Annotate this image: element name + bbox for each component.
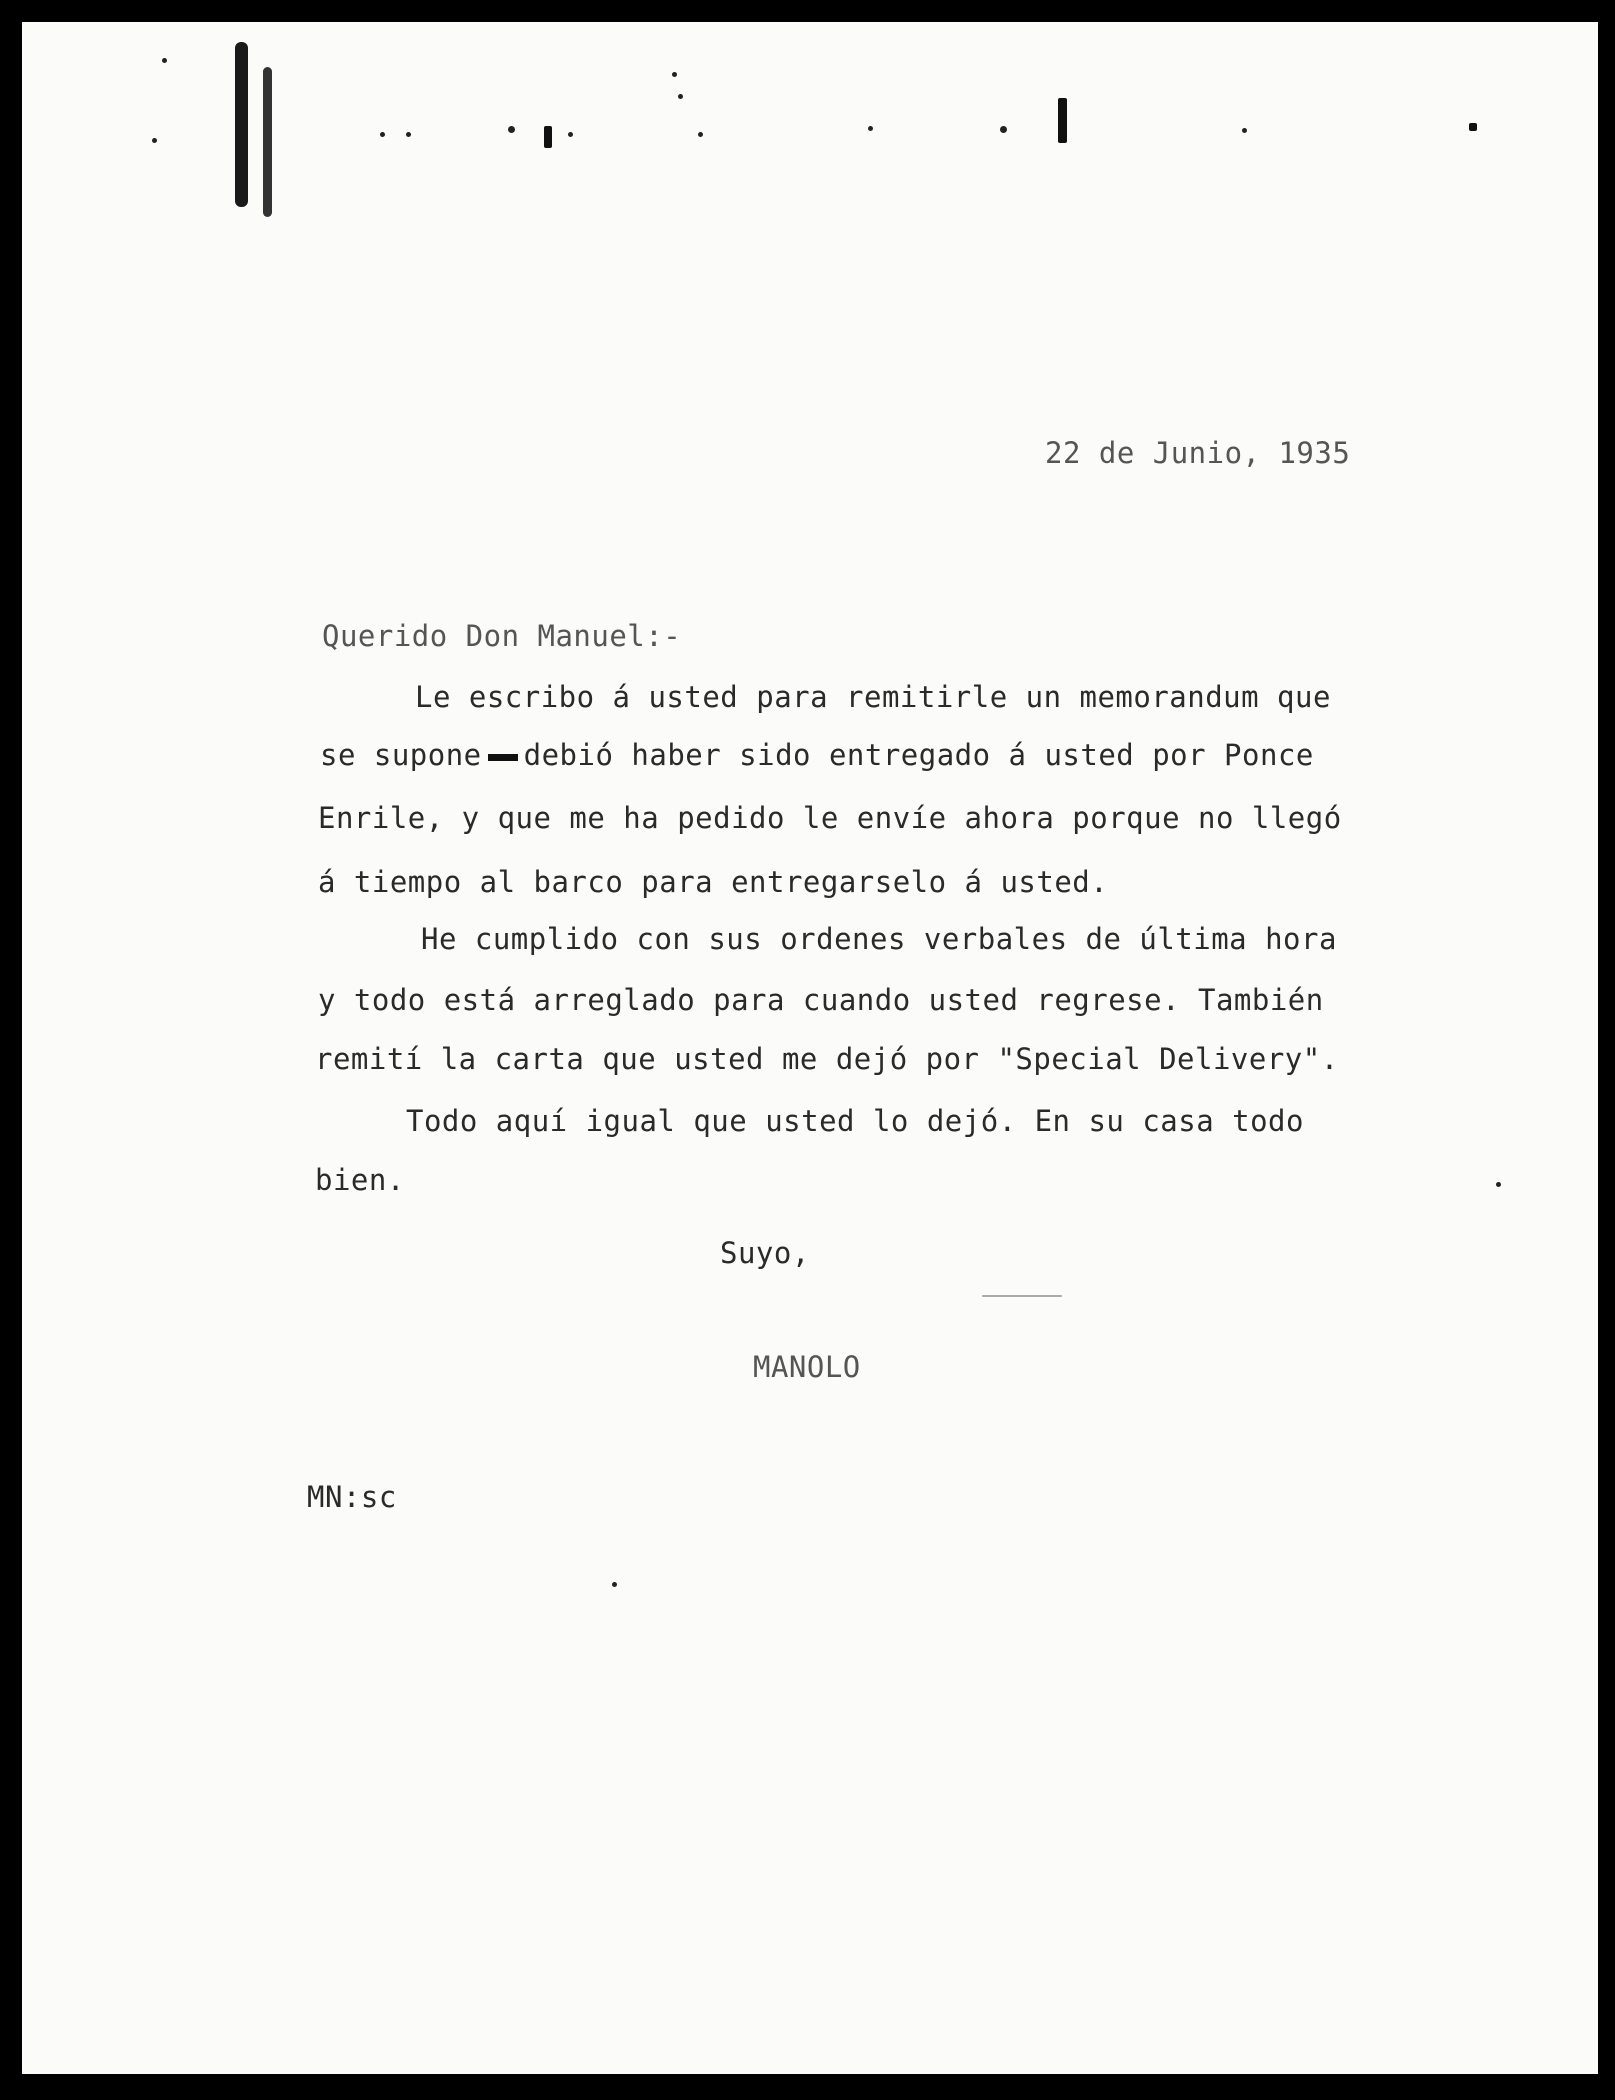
ink-dot <box>380 132 385 137</box>
body-line: bien. <box>315 1163 405 1197</box>
body-line: á tiempo al barco para entregarselo á usted. <box>318 865 1109 899</box>
reference-initials: MN:sc <box>307 1480 397 1514</box>
ink-mark <box>1058 98 1067 143</box>
ink-dot <box>678 94 683 99</box>
ink-dot <box>1496 1182 1501 1187</box>
body-line <box>320 738 1314 772</box>
ink-dot <box>152 138 157 143</box>
ink-dot <box>672 72 677 77</box>
body-line: Le escribo á usted para remitirle un memorandum que <box>415 680 1331 714</box>
signature-line <box>982 1295 1062 1297</box>
closing: Suyo, <box>720 1236 810 1270</box>
ink-mark <box>1469 123 1477 131</box>
ink-dot <box>406 132 411 137</box>
ink-dot <box>508 126 515 133</box>
ink-dot <box>1242 128 1247 133</box>
binder-mark <box>235 42 248 207</box>
body-line: Enrile, y que me ha pedido le envíe ahora porque no llegó <box>318 801 1342 835</box>
body-line: Todo aquí igual que usted lo dejó. En su casa todo <box>406 1104 1304 1138</box>
binder-mark <box>263 67 272 217</box>
ink-dot <box>162 58 167 63</box>
body-line: He cumplido con sus ordenes verbales de última hora <box>421 922 1337 956</box>
ink-dot <box>568 132 573 137</box>
strikeout-mark <box>488 754 518 761</box>
ink-dot <box>698 132 703 137</box>
body-line: remití la carta que usted me dejó por "Special Delivery". <box>315 1042 1339 1076</box>
letter-date: 22 de Junio, 1935 <box>1045 436 1351 470</box>
body-line: y todo está arreglado para cuando usted regrese. También <box>318 983 1324 1017</box>
ink-dot <box>868 126 873 131</box>
body-text: debió haber sido entregado á usted por Ponce <box>523 738 1314 772</box>
ink-mark <box>544 126 552 148</box>
signature-name: MANOLO <box>753 1350 861 1384</box>
ink-dot <box>1000 126 1007 133</box>
salutation: Querido Don Manuel:- <box>322 619 682 653</box>
body-text: se supone <box>320 738 482 772</box>
ink-dot <box>612 1582 617 1587</box>
letter-page <box>22 22 1598 2074</box>
